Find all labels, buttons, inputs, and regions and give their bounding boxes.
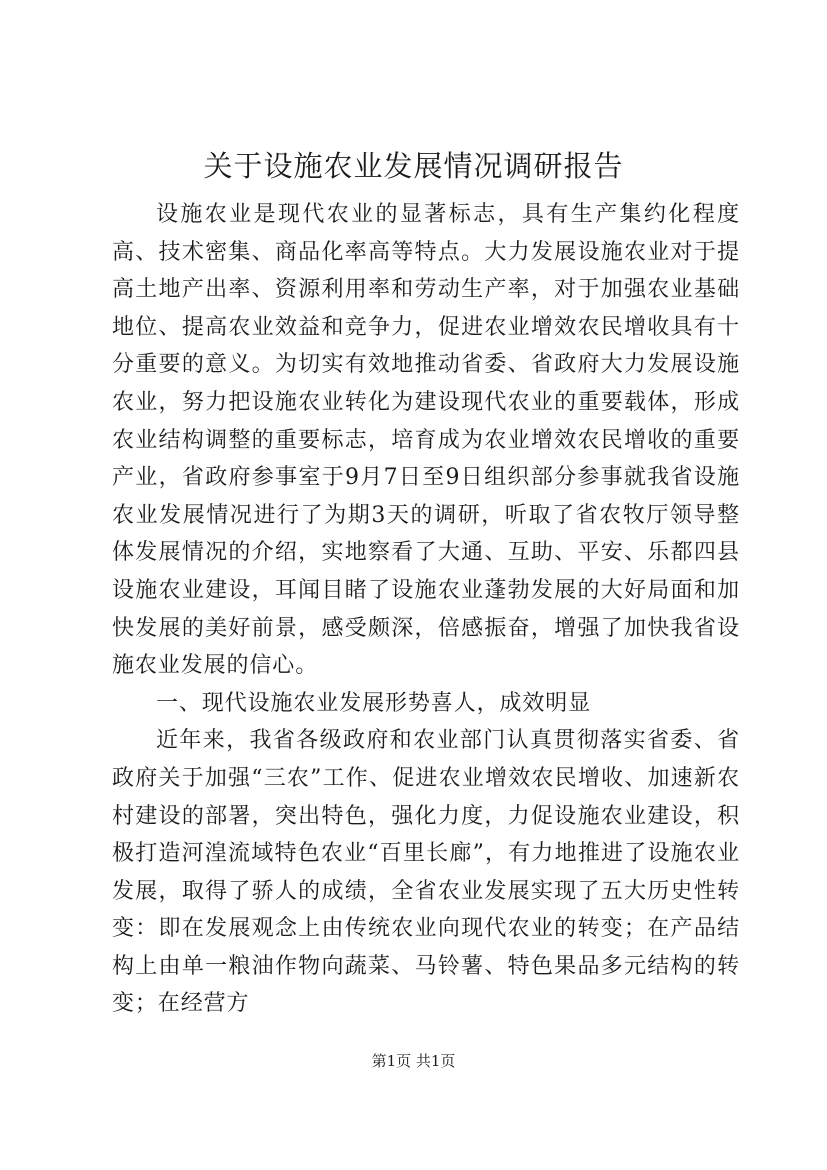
paragraph-section-1: 近年来，我省各级政府和农业部门认真贯彻落实省委、省政府关于加强“三农”工作、促进农业增效农民增收、加速新农村建设的部署，突出特色，强化力度，力促设施农业建设，积极打造河湟流域特色农业“百里长廊”，有力地推进了设施农业发展，取得了骄人的成绩，全省农业发展实现了五大历史性转变：即在发展观念上由传统农业向现代农业的转变；在产品结构上由单一粮油作物向蔬菜、马铃薯、特色果品多元结构的转变；在经营方 bbox=[112, 728, 740, 1017]
paragraph-intro: 设施农业是现代农业的显著标志，具有生产集约化程度高、技术密集、商品化率高等特点。大力发展设施农业对于提高土地产出率、资源利用率和劳动生产率，对于加强农业基础地位、提高农业效益和竞争力，促进农业增效农民增收具有十分重要的意义。为切实有效地推动省委、省政府大力发展设施农业，努力把设施农业转化为建设现代农业的重要载体，形成农业结构调整的重要标志，培育成为农业增效农民增收的重要产业，省政府参事室于9月7日至9日组织部分参事就我省设施农业发展情况进行了为期3天的调研，听取了省农牧厅领导整体发展情况的介绍，实地察看了大通、互助、平安、乐都四县设施农业建设，耳闻目睹了设施农业蓬勃发展的大好局面和加快发展的美好前景，感受颇深，倍感振奋，增强了加快我省设施农业发展的信心。 bbox=[112, 202, 740, 679]
document-body bbox=[112, 196, 740, 1023]
page-number-footer: 第1页 共1页 bbox=[371, 1052, 456, 1070]
document-title: 关于设施农业发展情况调研报告 bbox=[203, 149, 624, 183]
section-heading-1: 一、现代设施农业发展形势喜人，成效明显 bbox=[156, 690, 592, 716]
